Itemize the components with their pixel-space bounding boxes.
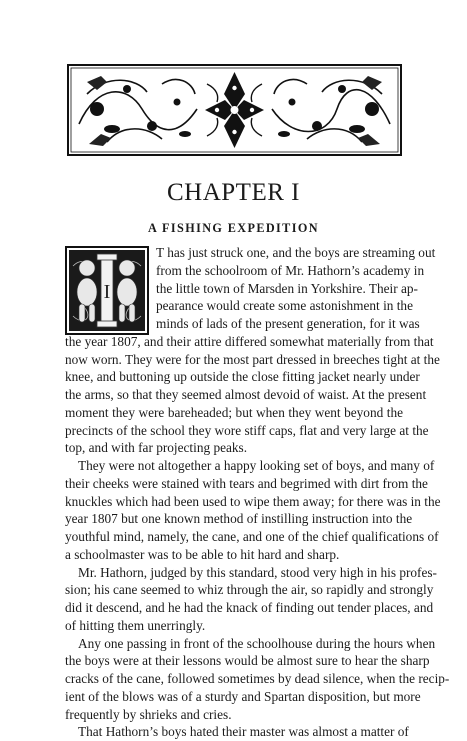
text-line: Mr. Hathorn, judged by this standard, stood very high in his profes- — [78, 564, 437, 580]
text-line: moment they were bareheaded; but when they went beyond the — [65, 404, 403, 420]
text-line: pearance would create some astonishment in the — [156, 298, 413, 314]
text-line: year 1807 but one known method of instilling instruction into the — [65, 511, 413, 527]
chapter-body-text — [65, 244, 450, 741]
text-line: knee, and buttoning up outside the close fitting jacket nearly under — [65, 369, 420, 385]
text-line: the boys were at their lessons would be almost sure to hear the sharp — [65, 653, 430, 669]
text-line: the little town of Marsden in Yorkshire. Their ap- — [156, 280, 418, 296]
text-line: the arms, so that they seemed almost devoid of waist. At the present — [65, 387, 427, 402]
text-line: their cheeks were stained with tears and begrimed with dirt from the — [65, 475, 428, 491]
text-line: top, and with far projecting peaks. — [65, 440, 248, 456]
text-line: frequently by shrieks and cries. — [65, 706, 232, 722]
ornamental-headpiece — [67, 64, 402, 156]
chapter-title: CHAPTER I — [167, 179, 300, 206]
text-line: They were not altogether a happy looking set of boys, and many of — [78, 458, 435, 473]
text-line: minds of lads of the present generation, for it was — [156, 316, 420, 331]
text-line: from the schoolroom of Mr. Hathorn’s academy in — [156, 262, 425, 278]
chapter-subtitle: A FISHING EXPEDITION — [148, 221, 319, 235]
text-line: now worn. They were for the most part dressed in breeches tight at the — [65, 351, 440, 367]
text-line: knuckles which had been used to wipe them away; for there was in the — [65, 493, 441, 509]
text-line: sion; his cane seemed to whiz through the air, so rapidly and strongly — [65, 582, 434, 598]
text-line: Any one passing in front of the schoolhouse during the hours when — [78, 635, 436, 651]
text-line: of hitting them unerringly. — [65, 617, 206, 633]
text-line: T has just struck one, and the boys are streaming out — [156, 245, 436, 260]
text-line: youthful mind, namely, the cane, and one of the chief qualifications of — [65, 529, 439, 544]
drop-cap-letter: I — [103, 281, 111, 303]
text-line: precincts of the school they wore stiff caps, flat and very large at the — [65, 422, 429, 438]
text-line: did it descend, and he had the knack of finding out tender places, and — [65, 600, 434, 615]
text-line: That Hathorn’s boys hated their master was almost a matter of — [78, 724, 409, 740]
text-line: cracks of the cane, followed sometimes by dead silence, when the recip- — [65, 671, 450, 686]
headpiece-ornament-graphic — [67, 64, 402, 156]
text-line: a schoolmaster was to be able to hit hard and sharp. — [65, 546, 340, 562]
text-line: ient of the blows was of a sturdy and Spartan disposition, but more — [65, 688, 421, 704]
text-line: the year 1807, and their attire differed somewhat materially from that — [65, 333, 434, 349]
